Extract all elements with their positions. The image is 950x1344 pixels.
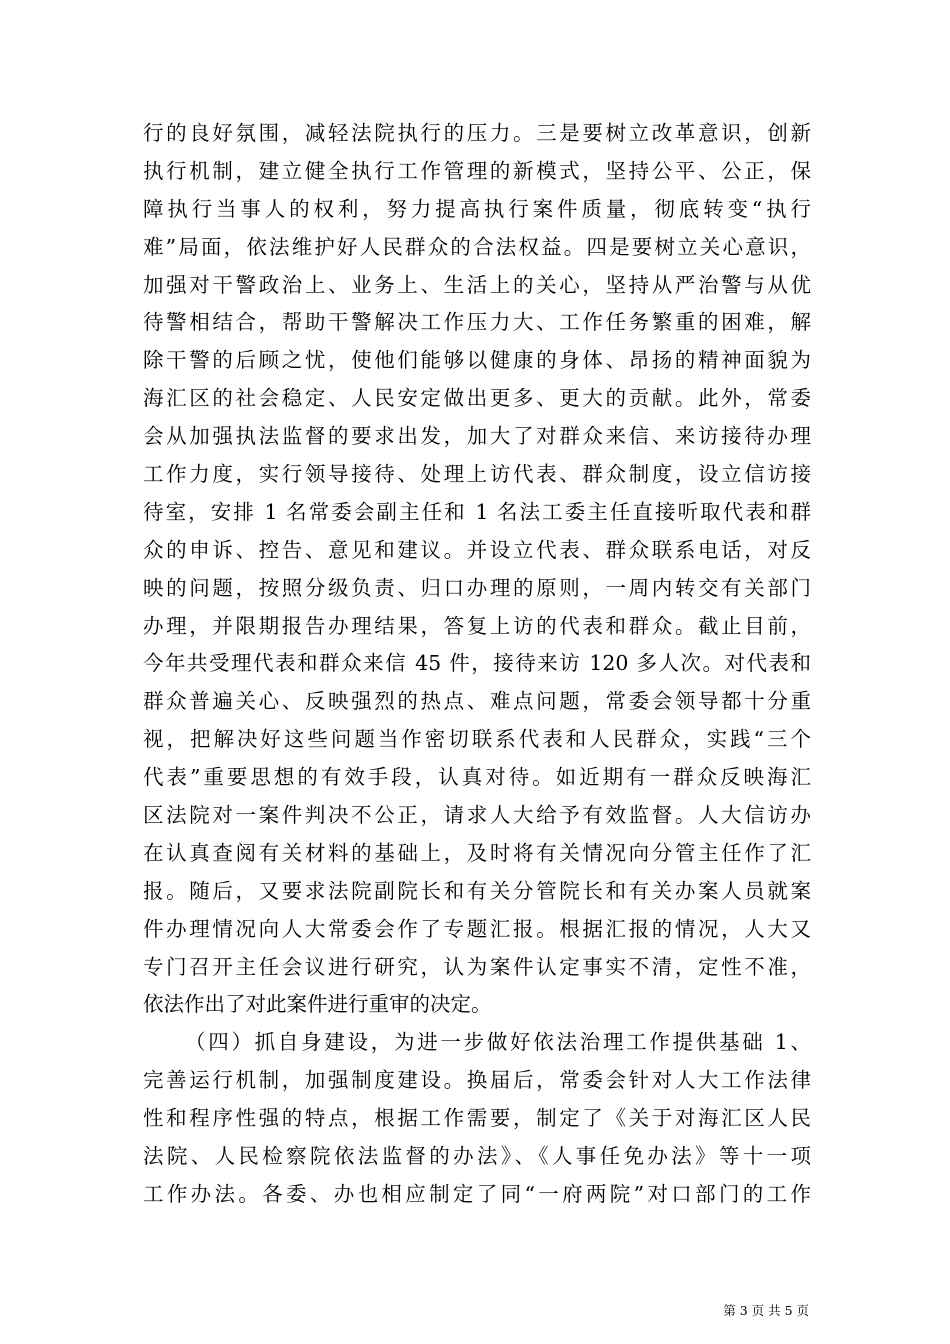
text-line: 加强对干警政治上、业务上、生活上的关心，坚持从严治警与从优 [143,272,811,297]
text-line: 件办理情况向人大常委会作了专题汇报。根据汇报的情况，人大又 [143,916,811,941]
text-line: 性和程序性强的特点，根据工作需要，制定了《关于对海汇区人民 [143,1106,811,1131]
text-line: 众的申诉、控告、意见和建议。并设立代表、群众联系电话，对反 [143,537,811,562]
text-line: （四）抓自身建设，为进一步做好依法治理工作提供基础 1、 [185,1030,811,1055]
text-line: 法院、人民检察院依法监督的办法》、《人事任免办法》等十一项 [143,1144,811,1169]
text-line: 报。随后，又要求法院副院长和有关分管院长和有关办案人员就案 [143,878,811,903]
text-line: 代表”重要思想的有效手段，认真对待。如近期有一群众反映海汇 [143,765,811,790]
text-line: 工作力度，实行领导接待、处理上访代表、群众制度，设立信访接 [143,462,811,487]
text-line: 办理，并限期报告办理结果，答复上访的代表和群众。截止目前， [143,613,811,638]
text-line: 难”局面，依法维护好人民群众的合法权益。四是要树立关心意识， [143,234,811,259]
text-line: 除干警的后顾之忧，使他们能够以健康的身体、昂扬的精神面貌为 [143,348,811,373]
text-line: 完善运行机制，加强制度建设。换届后，常委会针对人大工作法律 [143,1068,811,1093]
text-line: 会从加强执法监督的要求出发，加大了对群众来信、来访接待办理 [143,424,811,449]
text-line: 工作办法。各委、办也相应制定了同“一府两院”对口部门的工作 [143,1181,811,1206]
page-number: 第 3 页 共 5 页 [723,1303,809,1318]
text-line: 障执行当事人的权利，努力提高执行案件质量，彻底转变“执行 [143,196,811,221]
text-line: 执行机制，建立健全执行工作管理的新模式，坚持公平、公正，保 [143,158,811,183]
text-line: 群众普遍关心、反映强烈的热点、难点问题，常委会领导都十分重 [143,689,811,714]
text-line: 依法作出了对此案件进行重审的决定。 [143,992,492,1017]
text-line: 海汇区的社会稳定、人民安定做出更多、更大的贡献。此外，常委 [143,386,811,411]
text-line: 行的良好氛围，减轻法院执行的压力。三是要树立改革意识，创新 [143,121,811,145]
text-line: 今年共受理代表和群众来信 45 件，接待来访 120 多人次。对代表和 [143,651,811,676]
text-line: 待室，安排 1 名常委会副主任和 1 名法工委主任直接听取代表和群 [143,499,811,524]
text-line: 专门召开主任会议进行研究，认为案件认定事实不清，定性不准， [143,954,811,979]
text-line: 区法院对一案件判决不公正，请求人大给予有效监督。人大信访办 [143,803,811,828]
text-line: 待警相结合，帮助干警解决工作压力大、工作任务繁重的困难，解 [143,310,811,335]
body-text [143,115,811,1214]
text-line: 映的问题，按照分级负责、归口办理的原则，一周内转交有关部门 [143,575,811,600]
text-line: 在认真查阅有关材料的基础上，及时将有关情况向分管主任作了汇 [143,840,811,865]
text-line: 视，把解决好这些问题当作密切联系代表和人民群众，实践“三个 [143,727,811,752]
